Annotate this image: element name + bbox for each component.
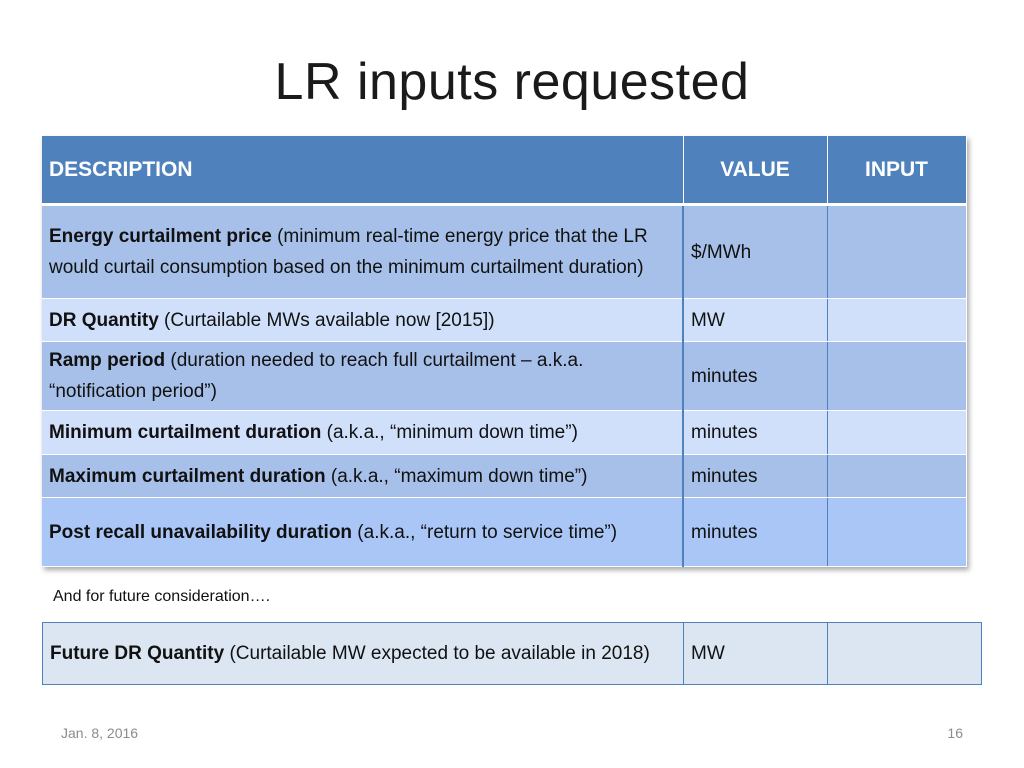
lr-inputs-table (42, 136, 967, 567)
row-value: MW (683, 299, 827, 342)
row-description (42, 205, 683, 299)
table-row (42, 455, 966, 498)
table-row (42, 411, 966, 455)
future-description (43, 623, 684, 685)
table-row (43, 623, 982, 685)
row-detail: (minimum real-time energy price that the LR would curtail consumption based on the minimum curtailment duration) (49, 226, 648, 278)
row-description (42, 299, 683, 342)
row-input-cell[interactable] (827, 498, 966, 567)
row-input-cell[interactable] (827, 455, 966, 498)
future-table (42, 622, 982, 685)
row-description (42, 411, 683, 455)
table-header-row (42, 136, 966, 205)
row-label: Ramp period (49, 350, 166, 371)
row-label: DR Quantity (49, 309, 159, 331)
row-detail: (a.k.a., “minimum down time”) (321, 422, 578, 443)
row-description (42, 455, 683, 498)
future-detail: (Curtailable MW expected to be available in 2018) (224, 643, 650, 664)
table-row (42, 205, 966, 299)
future-label: Future DR Quantity (50, 643, 225, 664)
header-value: VALUE (683, 136, 827, 205)
header-description: DESCRIPTION (42, 136, 683, 205)
page-number: 16 (947, 725, 963, 741)
row-detail: (duration needed to reach full curtailment – a.k.a. “notification period”) (49, 350, 584, 402)
row-input-cell[interactable] (827, 342, 966, 411)
row-value: minutes (683, 342, 827, 411)
future-input-cell[interactable] (828, 623, 982, 685)
future-value: MW (684, 623, 828, 685)
row-description (42, 342, 683, 411)
row-label: Maximum curtailment duration (49, 465, 326, 487)
row-detail: (a.k.a., “maximum down time”) (325, 465, 588, 487)
table-row (42, 498, 966, 567)
footer-date: Jan. 8, 2016 (61, 725, 139, 741)
row-input-cell[interactable] (827, 205, 966, 299)
row-input-cell[interactable] (827, 299, 966, 342)
row-value: minutes (683, 411, 827, 455)
row-detail: (a.k.a., “return to service time”) (352, 521, 618, 543)
header-input: INPUT (827, 136, 966, 205)
future-note: And for future consideration…. (53, 588, 271, 605)
table-row (42, 342, 966, 411)
slide-title: LR inputs requested (274, 53, 750, 111)
row-description (42, 498, 683, 567)
row-label: Energy curtailment price (49, 226, 272, 247)
row-label: Post recall unavailability duration (49, 521, 353, 543)
row-value: $/MWh (683, 205, 827, 299)
table-row (42, 299, 966, 342)
row-input-cell[interactable] (827, 411, 966, 455)
row-label: Minimum curtailment duration (49, 422, 322, 443)
row-detail: (Curtailable MWs available now [2015]) (158, 309, 495, 331)
row-value: minutes (683, 498, 827, 567)
row-value: minutes (683, 455, 827, 498)
